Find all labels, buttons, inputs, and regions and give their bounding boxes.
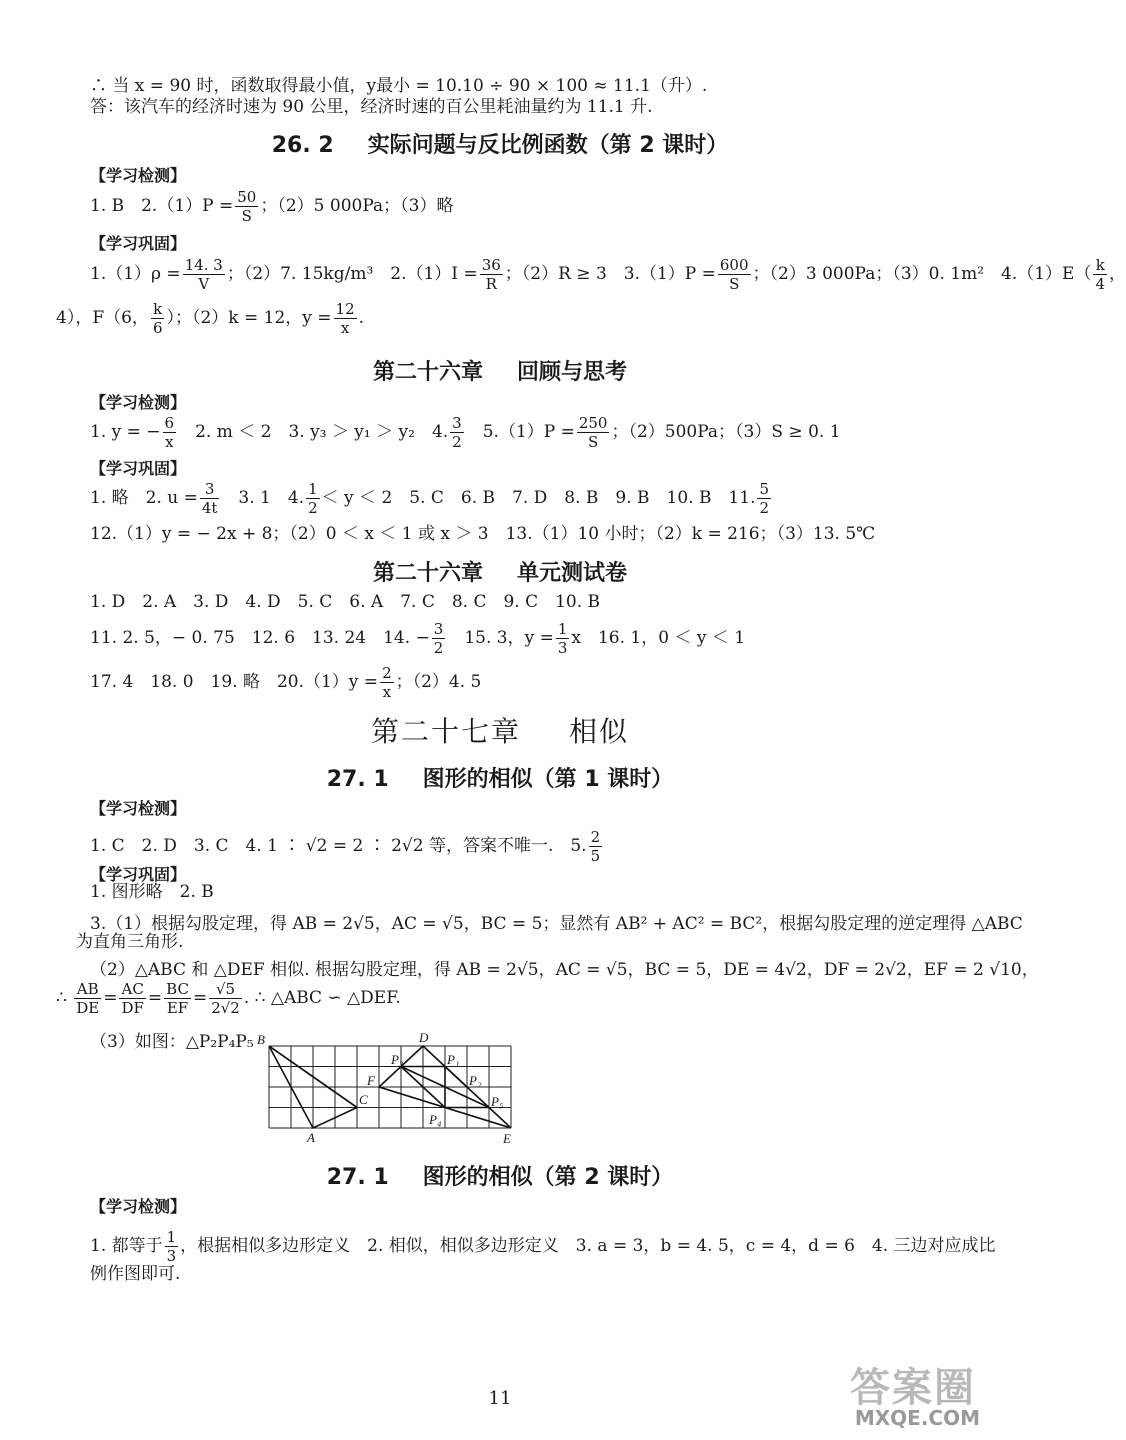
chapter-title: 第二十七章 相似: [370, 715, 630, 748]
label-c: C: [359, 1092, 368, 1107]
page-number: 11: [488, 1388, 512, 1409]
section-label: 【学习巩固】: [90, 234, 187, 253]
fraction: $\frac{14. 3}{V}$: [184, 256, 223, 293]
watermark-domain: MXQE.COM: [854, 1406, 980, 1430]
answer-line: 11. 2. 5，− 0. 75 12. 6 13. 24 14. − $\frac{3}{2}$ 15. 3，y = $\frac{1}{3}$ x 16. 1，0 ＜ y ＜ 1: [90, 620, 746, 657]
fraction: $\frac{BC}{EF}$: [166, 980, 189, 1017]
unit-test-title: 第二十六章 单元测试卷: [372, 561, 628, 586]
label-f: F: [367, 1073, 375, 1088]
section-label: 【学习巩固】: [90, 865, 187, 884]
answer-line: 1. 都等于 $\frac{1}{3}$ ，根据相似多边形定义 2. 相似，相似多边形定义 3. a = 3，b = 4. 5，c = 4，d = 6 4. 三边对应成比: [90, 1228, 996, 1265]
label-a: A: [307, 1130, 315, 1145]
answer-line: 1. y = − $\frac{6}{x}$ 2. m ＜ 2 3. y₃ ＞ y₁ ＞ y₂ 4. $\frac{3}{2}$ 5.（1）P = $\frac{250}{S}$ ；（2）500Pa；（3）S ≥ 0. 1: [90, 414, 841, 451]
fraction: $\frac{36}{R}$: [481, 256, 501, 293]
answer-line: 12.（1）y = − 2x + 8；（2）0 ＜ x ＜ 1 或 x ＞ 3 13.（1）10 小时；（2）k = 216；（3）13. 5℃: [90, 524, 876, 544]
fraction: $\frac{AB}{DE}$: [76, 980, 100, 1017]
text-line: ∴ 当 x = 90 时，函数取得最小值，y最小 = 10.10 ÷ 90 × 100 ≈ 11.1（升）.: [90, 76, 708, 96]
answer-line: 1. D 2. A 3. D 4. D 5. C 6. A 7. C 8. C 9. C 10. B: [90, 592, 601, 612]
answer-line: 为直角三角形.: [76, 932, 184, 952]
fraction: $\frac{6}{x}$: [164, 414, 175, 451]
fraction: $\frac{1}{2}$: [308, 480, 318, 517]
section-label: 【学习检测】: [90, 393, 187, 412]
label-d: D: [419, 1030, 429, 1045]
text-line: 答：该汽车的经济时速为 90 公里，经济时速的百公里耗油量约为 11.1 升.: [90, 97, 653, 117]
section-title: 26. 2 实际问题与反比例函数（第 2 课时）: [271, 133, 729, 158]
label-b: B: [257, 1032, 265, 1047]
fraction: $\frac{k}{4}$: [1095, 256, 1106, 293]
label-p2: P₂: [469, 1073, 482, 1088]
section-label: 【学习检测】: [90, 166, 187, 185]
fraction: $\frac{3}{2}$: [433, 620, 444, 657]
fraction: $\frac{k}{6}$: [152, 300, 163, 337]
section-title: 27. 1 图形的相似（第 2 课时）: [326, 1165, 674, 1190]
fraction: $\frac{5}{2}$: [759, 480, 770, 517]
section-label: 【学习巩固】: [90, 459, 187, 478]
fraction: $\frac{√5}{2√2}$: [211, 980, 240, 1017]
label-p1: P₁: [447, 1052, 460, 1067]
chapter-review-title: 第二十六章 回顾与思考: [372, 360, 628, 385]
answer-line: 例作图即可.: [90, 1264, 181, 1284]
watermark-text: 答案圈: [850, 1365, 976, 1411]
section-title: 27. 1 图形的相似（第 1 课时）: [326, 767, 674, 792]
fraction: $\frac{3}{4t}$: [201, 480, 218, 517]
watermark-logo: [814, 1354, 984, 1432]
answer-line: 1.（1）ρ = $\frac{14. 3}{V}$ ；（2）7. 15kg/m³ 2.（1）I = $\frac{36}{R}$ ；（2）R ≥ 3 3.（1）P = $\frac{600}{S}$ ；（2）3 000Pa；（3）0. 1m² 4.（1）E（ $\frac{k}{4}$ ，: [90, 256, 1126, 293]
answer-line: 1. B 2.（1）P = $\frac{50}{S}$ ；（2）5 000Pa；（3）略: [90, 188, 454, 225]
answer-line: 4），F（6， $\frac{k}{6}$ ）；（2）k = 12，y = $\frac{12}{x}$ .: [56, 300, 365, 337]
fraction: $\frac{1}{3}$: [557, 620, 568, 657]
answer-line: 1. 略 2. u = $\frac{3}{4t}$ 3. 1 4. $\frac{1}{2}$ ＜ y ＜ 2 5. C 6. B 7. D 8. B 9. B 10. B 11. $\frac{5}{2}$: [90, 480, 770, 517]
fraction: $\frac{1}{3}$: [166, 1228, 177, 1265]
answer-line: ∴ $\frac{AB}{DE}$ = $\frac{AC}{DF}$ = $\frac{BC}{EF}$ = $\frac{√5}{2√2}$ . ∴ △ABC ∽ △DEF.: [56, 980, 401, 1017]
answer-line: （3）如图：△P₂P₄P₅: [90, 1032, 254, 1052]
fraction: $\frac{2}{x}$: [382, 664, 392, 701]
label-p4: P₄: [429, 1112, 442, 1127]
label-e: E: [503, 1131, 511, 1146]
fraction: $\frac{50}{S}$: [237, 188, 257, 225]
fraction: $\frac{12}{x}$: [335, 300, 355, 337]
label-p5: P₅: [491, 1094, 504, 1109]
answer-line: 17. 4 18. 0 19. 略 20.（1）y = $\frac{2}{x}$ ；（2）4. 5: [90, 664, 482, 701]
answer-line: （2）△ABC 和 △DEF 相似. 根据勾股定理，得 AB = 2√5，AC = √5，BC = 5，DE = 4√2，DF = 2√2，EF = 2 √10，: [90, 960, 1039, 980]
answer-line: 1. 图形略 2. B: [90, 882, 214, 902]
section-label: 【学习检测】: [90, 1197, 187, 1216]
fraction: $\frac{AC}{DF}$: [121, 980, 144, 1017]
similar-triangles-figure: [255, 1030, 525, 1150]
answer-line: 3.（1）根据勾股定理，得 AB = 2√5，AC = √5，BC = 5；显然有 AB² + AC² = BC²，根据勾股定理的逆定理得 △ABC: [90, 914, 1023, 934]
fraction: $\frac{600}{S}$: [719, 256, 749, 293]
fraction: $\frac{3}{2}$: [452, 414, 462, 451]
fraction: $\frac{2}{5}$: [590, 828, 601, 865]
fraction: $\frac{250}{S}$: [578, 414, 608, 451]
label-p3: P₃: [391, 1052, 404, 1067]
section-label: 【学习检测】: [90, 799, 187, 818]
answer-line: 1. C 2. D 3. C 4. 1 ∶ √2 = 2 ∶ 2√2 等，答案不唯一. 5. $\frac{2}{5}$: [90, 828, 601, 865]
